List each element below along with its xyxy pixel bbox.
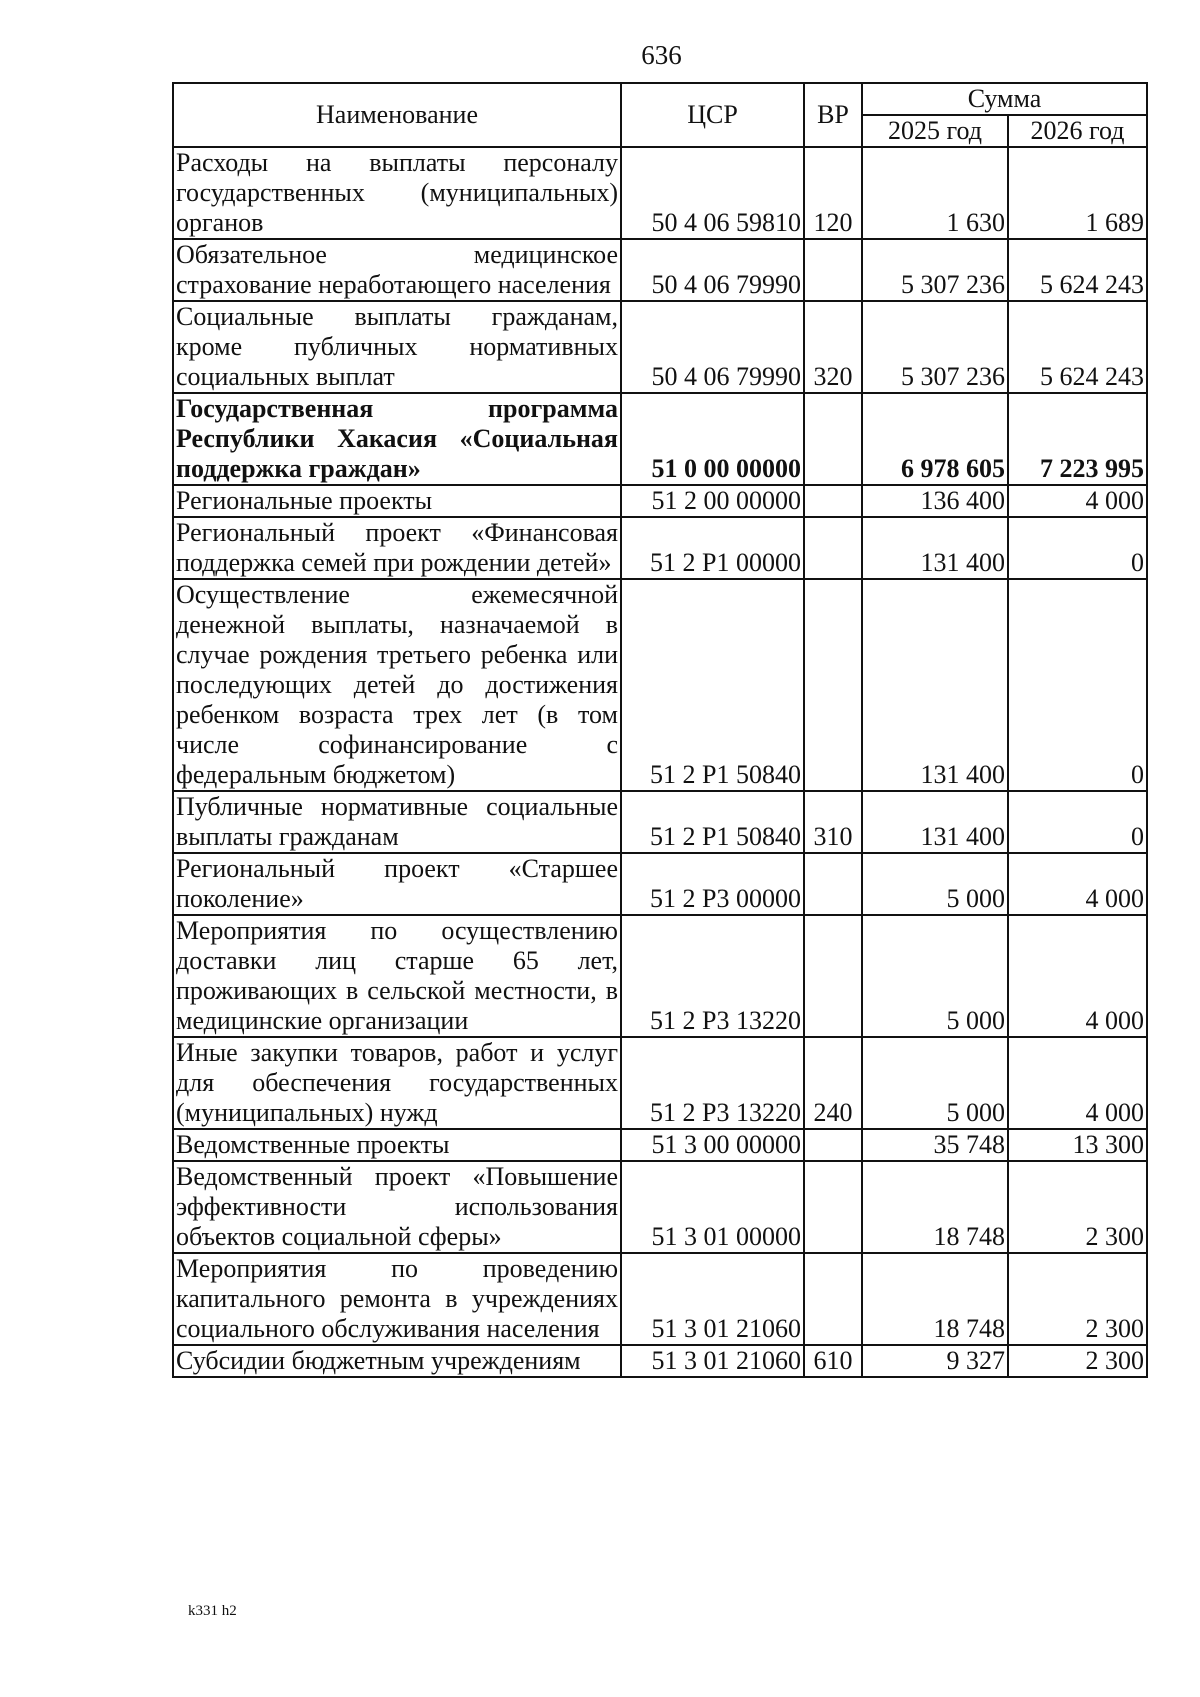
row-name: Мероприятия по осуществлению доставки лиц старше 65 лет, проживающих в сельской местности, в медицинские организации <box>173 915 621 1037</box>
row-vr <box>804 1129 862 1161</box>
header-csr: ЦСР <box>621 83 804 147</box>
row-vr <box>804 853 862 915</box>
row-csr: 51 3 01 00000 <box>621 1161 804 1253</box>
header-name: Наименование <box>173 83 621 147</box>
row-name: Субсидии бюджетным учреждениям <box>173 1345 621 1377</box>
row-sum-2025: 136 400 <box>862 485 1008 517</box>
table-row <box>173 1129 1147 1161</box>
row-sum-2026: 4 000 <box>1008 485 1147 517</box>
row-name: Региональный проект «Старшее поколение» <box>173 853 621 915</box>
row-name: Осуществление ежемесячной денежной выплаты, назначаемой в случае рождения третьего ребенка или последующих детей до достижения ребенком возраста трех лет (в том числе софинансирование с федеральным бюджетом) <box>173 579 621 791</box>
table-row <box>173 915 1147 1037</box>
footer-code: k331 h2 <box>188 1603 237 1619</box>
row-csr: 51 3 01 21060 <box>621 1345 804 1377</box>
row-vr: 120 <box>804 147 862 239</box>
header-year-2025: 2025 год <box>862 115 1008 147</box>
row-csr: 51 2 P3 00000 <box>621 853 804 915</box>
row-sum-2026: 0 <box>1008 791 1147 853</box>
table-row <box>173 1345 1147 1377</box>
row-csr: 51 2 P1 00000 <box>621 517 804 579</box>
row-sum-2026: 13 300 <box>1008 1129 1147 1161</box>
row-sum-2026: 0 <box>1008 517 1147 579</box>
row-sum-2025: 18 748 <box>862 1253 1008 1345</box>
row-name: Иные закупки товаров, работ и услуг для обеспечения государственных (муниципальных) нужд <box>173 1037 621 1129</box>
row-name: Расходы на выплаты персоналу государственных (муниципальных) органов <box>173 147 621 239</box>
row-csr: 51 2 P1 50840 <box>621 579 804 791</box>
row-sum-2026: 4 000 <box>1008 915 1147 1037</box>
row-name: Ведомственный проект «Повышение эффективности использования объектов социальной сферы» <box>173 1161 621 1253</box>
table-row <box>173 1161 1147 1253</box>
row-csr: 51 3 00 00000 <box>621 1129 804 1161</box>
row-sum-2025: 18 748 <box>862 1161 1008 1253</box>
row-vr <box>804 1161 862 1253</box>
row-sum-2026: 4 000 <box>1008 1037 1147 1129</box>
row-sum-2025: 35 748 <box>862 1129 1008 1161</box>
header-vr: ВР <box>804 83 862 147</box>
row-sum-2025: 5 307 236 <box>862 239 1008 301</box>
table-row <box>173 147 1147 239</box>
table-row <box>173 517 1147 579</box>
row-vr: 610 <box>804 1345 862 1377</box>
header-sum: Сумма <box>862 83 1147 115</box>
row-csr: 50 4 06 79990 <box>621 301 804 393</box>
row-sum-2026: 2 300 <box>1008 1345 1147 1377</box>
row-sum-2025: 131 400 <box>862 517 1008 579</box>
row-csr: 51 2 P3 13220 <box>621 1037 804 1129</box>
row-vr <box>804 239 862 301</box>
row-name: Государственная программа Республики Хакасия «Социальная поддержка граждан» <box>173 393 621 485</box>
table-row <box>173 853 1147 915</box>
row-vr <box>804 393 862 485</box>
row-vr: 240 <box>804 1037 862 1129</box>
row-name: Региональный проект «Финансовая поддержка семей при рождении детей» <box>173 517 621 579</box>
row-sum-2025: 5 000 <box>862 915 1008 1037</box>
row-csr: 50 4 06 79990 <box>621 239 804 301</box>
table-header <box>173 83 1147 147</box>
row-sum-2025: 131 400 <box>862 791 1008 853</box>
row-sum-2026: 2 300 <box>1008 1253 1147 1345</box>
row-name: Обязательное медицинское страхование неработающего населения <box>173 239 621 301</box>
row-sum-2026: 5 624 243 <box>1008 301 1147 393</box>
row-sum-2025: 1 630 <box>862 147 1008 239</box>
row-vr <box>804 579 862 791</box>
table-row <box>173 301 1147 393</box>
row-sum-2026: 4 000 <box>1008 853 1147 915</box>
row-sum-2025: 5 000 <box>862 1037 1008 1129</box>
row-vr <box>804 915 862 1037</box>
header-year-2026: 2026 год <box>1008 115 1147 147</box>
row-sum-2025: 131 400 <box>862 579 1008 791</box>
row-csr: 51 2 P1 50840 <box>621 791 804 853</box>
row-csr: 51 2 00 00000 <box>621 485 804 517</box>
row-csr: 51 3 01 21060 <box>621 1253 804 1345</box>
row-vr <box>804 1253 862 1345</box>
row-sum-2025: 9 327 <box>862 1345 1008 1377</box>
row-sum-2026: 0 <box>1008 579 1147 791</box>
table-row <box>173 1037 1147 1129</box>
row-vr: 320 <box>804 301 862 393</box>
table-row <box>173 791 1147 853</box>
budget-table <box>172 82 1148 1378</box>
row-sum-2026: 7 223 995 <box>1008 393 1147 485</box>
row-name: Социальные выплаты гражданам, кроме публичных нормативных социальных выплат <box>173 301 621 393</box>
row-sum-2026: 1 689 <box>1008 147 1147 239</box>
table-row <box>173 579 1147 791</box>
row-sum-2025: 6 978 605 <box>862 393 1008 485</box>
row-name: Ведомственные проекты <box>173 1129 621 1161</box>
row-sum-2025: 5 307 236 <box>862 301 1008 393</box>
row-vr: 310 <box>804 791 862 853</box>
row-name: Публичные нормативные социальные выплаты гражданам <box>173 791 621 853</box>
row-vr <box>804 485 862 517</box>
table-row <box>173 1253 1147 1345</box>
table-row <box>173 393 1147 485</box>
row-csr: 51 2 P3 13220 <box>621 915 804 1037</box>
row-sum-2026: 2 300 <box>1008 1161 1147 1253</box>
row-name: Региональные проекты <box>173 485 621 517</box>
row-sum-2026: 5 624 243 <box>1008 239 1147 301</box>
row-sum-2025: 5 000 <box>862 853 1008 915</box>
row-csr: 50 4 06 59810 <box>621 147 804 239</box>
row-csr: 51 0 00 00000 <box>621 393 804 485</box>
table-row <box>173 485 1147 517</box>
row-name: Мероприятия по проведению капитального ремонта в учреждениях социального обслуживания населения <box>173 1253 621 1345</box>
row-vr <box>804 517 862 579</box>
table-body <box>173 147 1147 1377</box>
table-row <box>173 239 1147 301</box>
page-number: 636 <box>641 40 682 70</box>
